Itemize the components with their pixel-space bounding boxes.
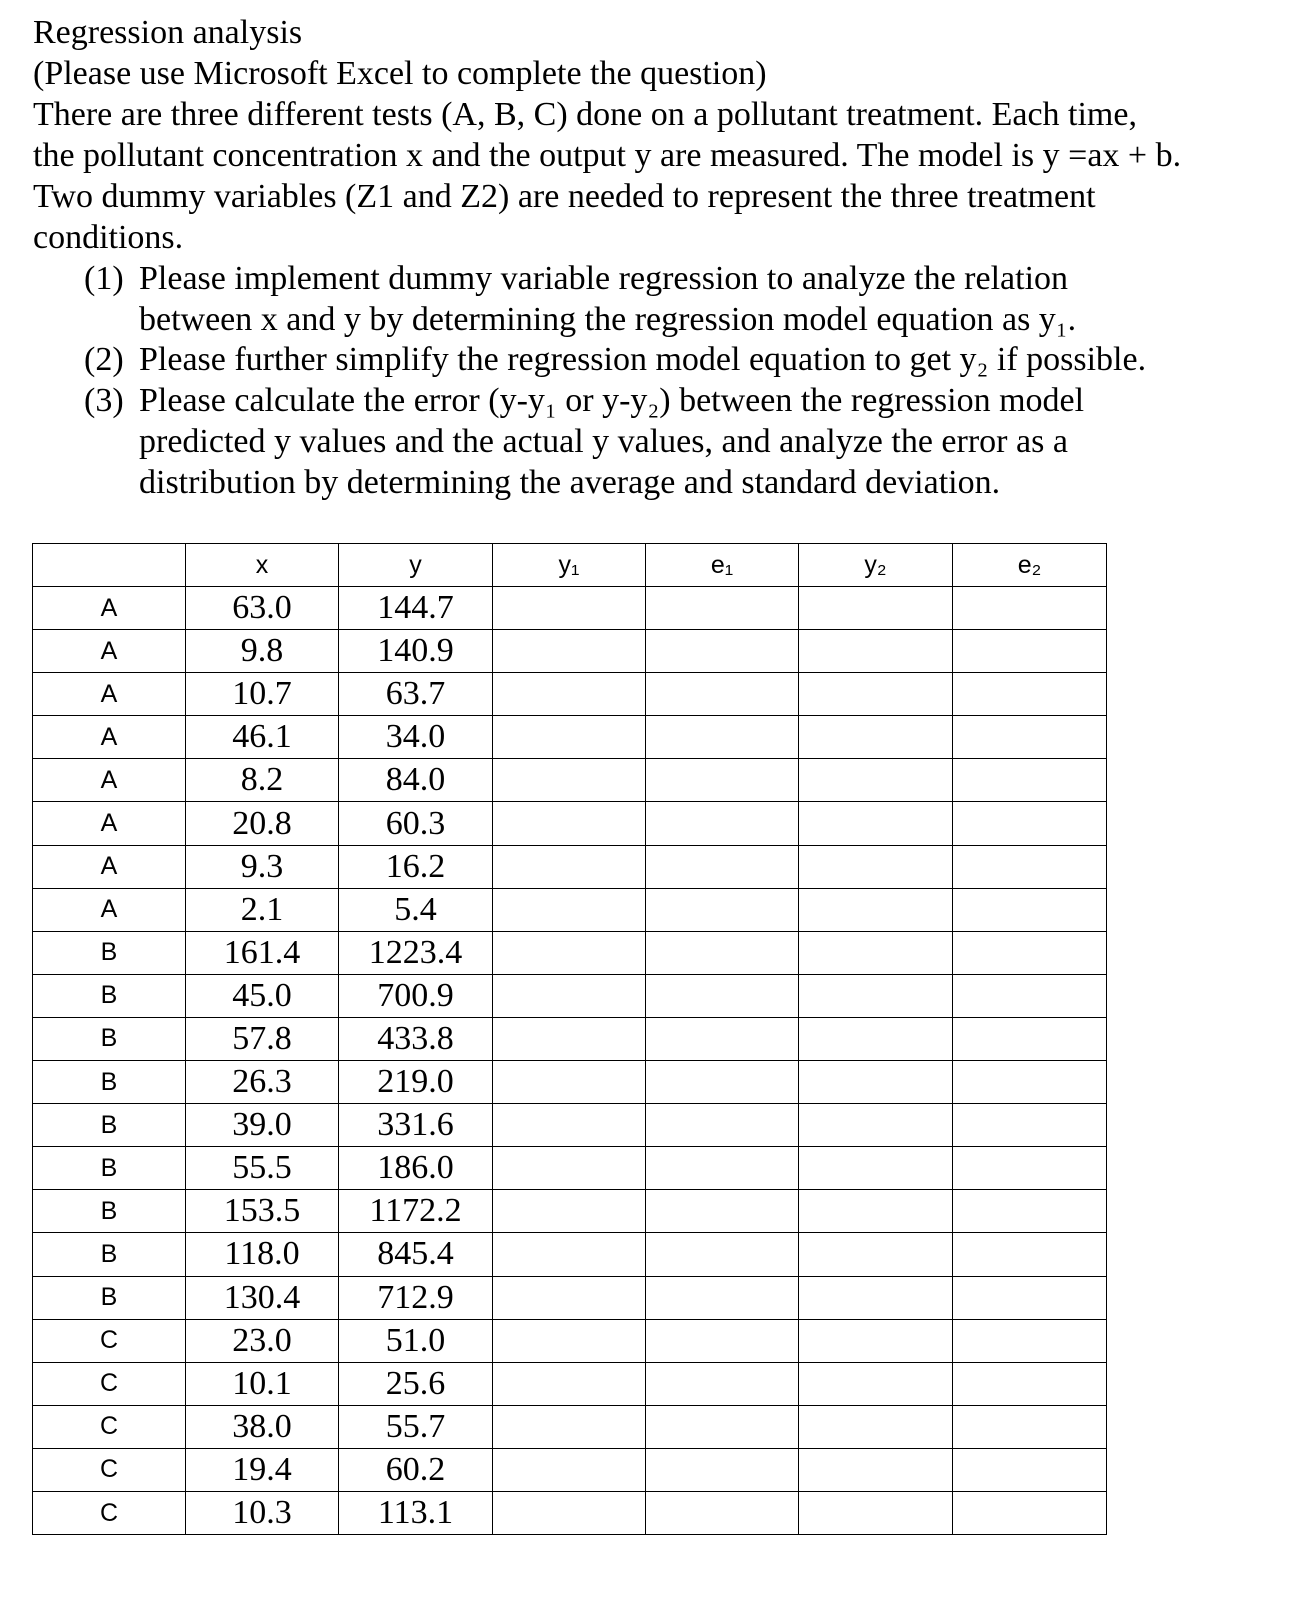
cell-e2[interactable] bbox=[953, 1491, 1107, 1534]
cell-y2[interactable] bbox=[799, 1319, 953, 1362]
cell-y: 144.7 bbox=[339, 587, 493, 630]
cell-y2[interactable] bbox=[799, 974, 953, 1017]
cell-y1[interactable] bbox=[493, 1233, 646, 1276]
cell-y2[interactable] bbox=[799, 716, 953, 759]
cell-y2[interactable] bbox=[799, 1233, 953, 1276]
question-3-number: (3) bbox=[84, 382, 124, 419]
question-1-number: (1) bbox=[84, 260, 124, 297]
table-row bbox=[33, 1276, 1107, 1319]
cell-e1[interactable] bbox=[646, 888, 799, 931]
cell-y: 1172.2 bbox=[339, 1190, 493, 1233]
cell-test: C bbox=[33, 1491, 186, 1534]
question-1-line-2: between x and y by determining the regression model equation as y₁. bbox=[139, 301, 1077, 338]
cell-e1[interactable] bbox=[646, 1190, 799, 1233]
cell-x: 10.7 bbox=[186, 673, 339, 716]
cell-y: 712.9 bbox=[339, 1276, 493, 1319]
cell-e1[interactable] bbox=[646, 1017, 799, 1060]
cell-y2[interactable] bbox=[799, 1491, 953, 1534]
cell-e2[interactable] bbox=[953, 587, 1107, 630]
cell-test: C bbox=[33, 1319, 186, 1362]
cell-e1[interactable] bbox=[646, 1405, 799, 1448]
cell-y2[interactable] bbox=[799, 1061, 953, 1104]
header-y: y bbox=[339, 544, 493, 587]
cell-x: 26.3 bbox=[186, 1061, 339, 1104]
cell-x: 57.8 bbox=[186, 1017, 339, 1060]
cell-e2[interactable] bbox=[953, 1319, 1107, 1362]
cell-y: 55.7 bbox=[339, 1405, 493, 1448]
cell-y: 140.9 bbox=[339, 630, 493, 673]
cell-e1[interactable] bbox=[646, 716, 799, 759]
cell-e2[interactable] bbox=[953, 1190, 1107, 1233]
cell-y: 219.0 bbox=[339, 1061, 493, 1104]
table-row bbox=[33, 1147, 1107, 1190]
cell-x: 9.3 bbox=[186, 845, 339, 888]
cell-test: A bbox=[33, 587, 186, 630]
cell-e1[interactable] bbox=[646, 974, 799, 1017]
cell-e2[interactable] bbox=[953, 1061, 1107, 1104]
data-table bbox=[32, 543, 1107, 1535]
table-row bbox=[33, 931, 1107, 974]
intro-line-3: Two dummy variables (Z1 and Z2) are needed to represent the three treatment bbox=[33, 178, 1096, 215]
question-2-line-1: Please further simplify the regression model equation to get y₂ if possible. bbox=[139, 341, 1147, 378]
cell-x: 10.1 bbox=[186, 1362, 339, 1405]
cell-y2[interactable] bbox=[799, 630, 953, 673]
table-row bbox=[33, 1319, 1107, 1362]
cell-y1[interactable] bbox=[493, 888, 646, 931]
cell-x: 153.5 bbox=[186, 1190, 339, 1233]
document-title: Regression analysis bbox=[33, 14, 303, 51]
cell-test: B bbox=[33, 1061, 186, 1104]
cell-e2[interactable] bbox=[953, 1017, 1107, 1060]
cell-e2[interactable] bbox=[953, 1276, 1107, 1319]
cell-x: 8.2 bbox=[186, 759, 339, 802]
cell-e2[interactable] bbox=[953, 931, 1107, 974]
cell-e2[interactable] bbox=[953, 1448, 1107, 1491]
cell-e1[interactable] bbox=[646, 1061, 799, 1104]
cell-y1[interactable] bbox=[493, 587, 646, 630]
cell-y1[interactable] bbox=[493, 974, 646, 1017]
table-body bbox=[33, 587, 1107, 1535]
cell-y2[interactable] bbox=[799, 931, 953, 974]
cell-y1[interactable] bbox=[493, 802, 646, 845]
cell-y2[interactable] bbox=[799, 1147, 953, 1190]
cell-e1[interactable] bbox=[646, 630, 799, 673]
table-row bbox=[33, 1233, 1107, 1276]
cell-y: 60.2 bbox=[339, 1448, 493, 1491]
cell-x: 10.3 bbox=[186, 1491, 339, 1534]
cell-test: A bbox=[33, 888, 186, 931]
cell-y1[interactable] bbox=[493, 1448, 646, 1491]
table-row bbox=[33, 1017, 1107, 1060]
cell-y1[interactable] bbox=[493, 630, 646, 673]
cell-y2[interactable] bbox=[799, 1017, 953, 1060]
cell-test: A bbox=[33, 802, 186, 845]
cell-y: 51.0 bbox=[339, 1319, 493, 1362]
cell-y: 84.0 bbox=[339, 759, 493, 802]
cell-e1[interactable] bbox=[646, 1319, 799, 1362]
cell-y2[interactable] bbox=[799, 1276, 953, 1319]
cell-y: 186.0 bbox=[339, 1147, 493, 1190]
cell-e1[interactable] bbox=[646, 673, 799, 716]
cell-y: 433.8 bbox=[339, 1017, 493, 1060]
cell-test: A bbox=[33, 716, 186, 759]
cell-e2[interactable] bbox=[953, 1147, 1107, 1190]
cell-y: 1223.4 bbox=[339, 931, 493, 974]
cell-y: 700.9 bbox=[339, 974, 493, 1017]
cell-test: A bbox=[33, 759, 186, 802]
table-row bbox=[33, 1362, 1107, 1405]
table-row bbox=[33, 587, 1107, 630]
cell-y2[interactable] bbox=[799, 845, 953, 888]
cell-e2[interactable] bbox=[953, 1104, 1107, 1147]
cell-e2[interactable] bbox=[953, 716, 1107, 759]
table-header-row bbox=[33, 544, 1107, 587]
cell-x: 118.0 bbox=[186, 1233, 339, 1276]
cell-e1[interactable] bbox=[646, 802, 799, 845]
cell-e2[interactable] bbox=[953, 1362, 1107, 1405]
table-row bbox=[33, 716, 1107, 759]
instruction-line: (Please use Microsoft Excel to complete the question) bbox=[33, 55, 767, 92]
cell-y2[interactable] bbox=[799, 1448, 953, 1491]
cell-e2[interactable] bbox=[953, 1405, 1107, 1448]
cell-y: 34.0 bbox=[339, 716, 493, 759]
cell-y: 113.1 bbox=[339, 1491, 493, 1534]
cell-test: C bbox=[33, 1448, 186, 1491]
cell-x: 39.0 bbox=[186, 1104, 339, 1147]
cell-y2[interactable] bbox=[799, 587, 953, 630]
cell-test: A bbox=[33, 673, 186, 716]
table-row bbox=[33, 630, 1107, 673]
cell-e2[interactable] bbox=[953, 673, 1107, 716]
cell-x: 46.1 bbox=[186, 716, 339, 759]
cell-y: 331.6 bbox=[339, 1104, 493, 1147]
cell-y2[interactable] bbox=[799, 673, 953, 716]
cell-x: 161.4 bbox=[186, 931, 339, 974]
table-row bbox=[33, 1405, 1107, 1448]
question-3-line-2: predicted y values and the actual y values, and analyze the error as a bbox=[139, 423, 1068, 460]
intro-line-4: conditions. bbox=[33, 219, 184, 256]
cell-e2[interactable] bbox=[953, 759, 1107, 802]
cell-test: B bbox=[33, 1017, 186, 1060]
intro-line-2: the pollutant concentration x and the output y are measured. The model is y =ax + b. bbox=[33, 137, 1182, 174]
table-row bbox=[33, 1190, 1107, 1233]
header-test bbox=[33, 544, 186, 587]
cell-y2[interactable] bbox=[799, 1362, 953, 1405]
cell-y: 845.4 bbox=[339, 1233, 493, 1276]
cell-e1[interactable] bbox=[646, 931, 799, 974]
table-row bbox=[33, 1104, 1107, 1147]
header-y1: y₁ bbox=[493, 544, 646, 587]
cell-test: B bbox=[33, 974, 186, 1017]
cell-e2[interactable] bbox=[953, 845, 1107, 888]
cell-y2[interactable] bbox=[799, 1405, 953, 1448]
cell-e2[interactable] bbox=[953, 630, 1107, 673]
cell-y2[interactable] bbox=[799, 759, 953, 802]
cell-x: 2.1 bbox=[186, 888, 339, 931]
cell-y1[interactable] bbox=[493, 716, 646, 759]
cell-e1[interactable] bbox=[646, 1233, 799, 1276]
cell-y1[interactable] bbox=[493, 1276, 646, 1319]
question-3-line-1: Please calculate the error (y-y₁ or y-y₂) between the regression model bbox=[139, 382, 1085, 419]
intro-line-1: There are three different tests (A, B, C) done on a pollutant treatment. Each time, bbox=[33, 96, 1137, 133]
cell-y2[interactable] bbox=[799, 802, 953, 845]
cell-e2[interactable] bbox=[953, 802, 1107, 845]
cell-test: B bbox=[33, 1233, 186, 1276]
cell-test: B bbox=[33, 1276, 186, 1319]
cell-y2[interactable] bbox=[799, 1104, 953, 1147]
cell-y1[interactable] bbox=[493, 1147, 646, 1190]
header-e1: e₁ bbox=[646, 544, 799, 587]
cell-e1[interactable] bbox=[646, 1104, 799, 1147]
cell-test: C bbox=[33, 1362, 186, 1405]
cell-x: 9.8 bbox=[186, 630, 339, 673]
cell-y1[interactable] bbox=[493, 759, 646, 802]
cell-x: 45.0 bbox=[186, 974, 339, 1017]
header-y2: y₂ bbox=[799, 544, 953, 587]
cell-test: B bbox=[33, 1104, 186, 1147]
cell-y1[interactable] bbox=[493, 673, 646, 716]
cell-y1[interactable] bbox=[493, 1104, 646, 1147]
table-row bbox=[33, 845, 1107, 888]
cell-y: 25.6 bbox=[339, 1362, 493, 1405]
cell-y: 16.2 bbox=[339, 845, 493, 888]
cell-test: A bbox=[33, 630, 186, 673]
question-2-number: (2) bbox=[84, 341, 124, 378]
cell-x: 19.4 bbox=[186, 1448, 339, 1491]
cell-y: 5.4 bbox=[339, 888, 493, 931]
cell-y2[interactable] bbox=[799, 888, 953, 931]
header-e2: e₂ bbox=[953, 544, 1107, 587]
cell-test: B bbox=[33, 931, 186, 974]
cell-e2[interactable] bbox=[953, 974, 1107, 1017]
table-row bbox=[33, 759, 1107, 802]
table-row bbox=[33, 1061, 1107, 1104]
cell-y1[interactable] bbox=[493, 1017, 646, 1060]
cell-e1[interactable] bbox=[646, 1362, 799, 1405]
header-x: x bbox=[186, 544, 339, 587]
table-row bbox=[33, 974, 1107, 1017]
table-row bbox=[33, 1491, 1107, 1534]
cell-y: 63.7 bbox=[339, 673, 493, 716]
question-1-line-1: Please implement dummy variable regression to analyze the relation bbox=[139, 260, 1069, 297]
cell-y1[interactable] bbox=[493, 1491, 646, 1534]
cell-e1[interactable] bbox=[646, 845, 799, 888]
cell-e1[interactable] bbox=[646, 759, 799, 802]
cell-x: 130.4 bbox=[186, 1276, 339, 1319]
cell-x: 20.8 bbox=[186, 802, 339, 845]
cell-e1[interactable] bbox=[646, 1276, 799, 1319]
cell-y1[interactable] bbox=[493, 1061, 646, 1104]
cell-y1[interactable] bbox=[493, 1319, 646, 1362]
cell-e2[interactable] bbox=[953, 888, 1107, 931]
table-row bbox=[33, 673, 1107, 716]
cell-x: 55.5 bbox=[186, 1147, 339, 1190]
cell-e1[interactable] bbox=[646, 587, 799, 630]
cell-y1[interactable] bbox=[493, 845, 646, 888]
cell-x: 63.0 bbox=[186, 587, 339, 630]
cell-e1[interactable] bbox=[646, 1147, 799, 1190]
cell-y2[interactable] bbox=[799, 1190, 953, 1233]
cell-e2[interactable] bbox=[953, 1233, 1107, 1276]
table-row bbox=[33, 802, 1107, 845]
question-3-line-3: distribution by determining the average and standard deviation. bbox=[139, 464, 1001, 501]
cell-x: 23.0 bbox=[186, 1319, 339, 1362]
cell-y1[interactable] bbox=[493, 1362, 646, 1405]
cell-y1[interactable] bbox=[493, 1190, 646, 1233]
cell-y1[interactable] bbox=[493, 931, 646, 974]
cell-y1[interactable] bbox=[493, 1405, 646, 1448]
cell-x: 38.0 bbox=[186, 1405, 339, 1448]
cell-test: A bbox=[33, 845, 186, 888]
cell-test: C bbox=[33, 1405, 186, 1448]
table-row bbox=[33, 1448, 1107, 1491]
cell-test: B bbox=[33, 1147, 186, 1190]
cell-e1[interactable] bbox=[646, 1491, 799, 1534]
table-row bbox=[33, 888, 1107, 931]
cell-y: 60.3 bbox=[339, 802, 493, 845]
cell-test: B bbox=[33, 1190, 186, 1233]
cell-e1[interactable] bbox=[646, 1448, 799, 1491]
